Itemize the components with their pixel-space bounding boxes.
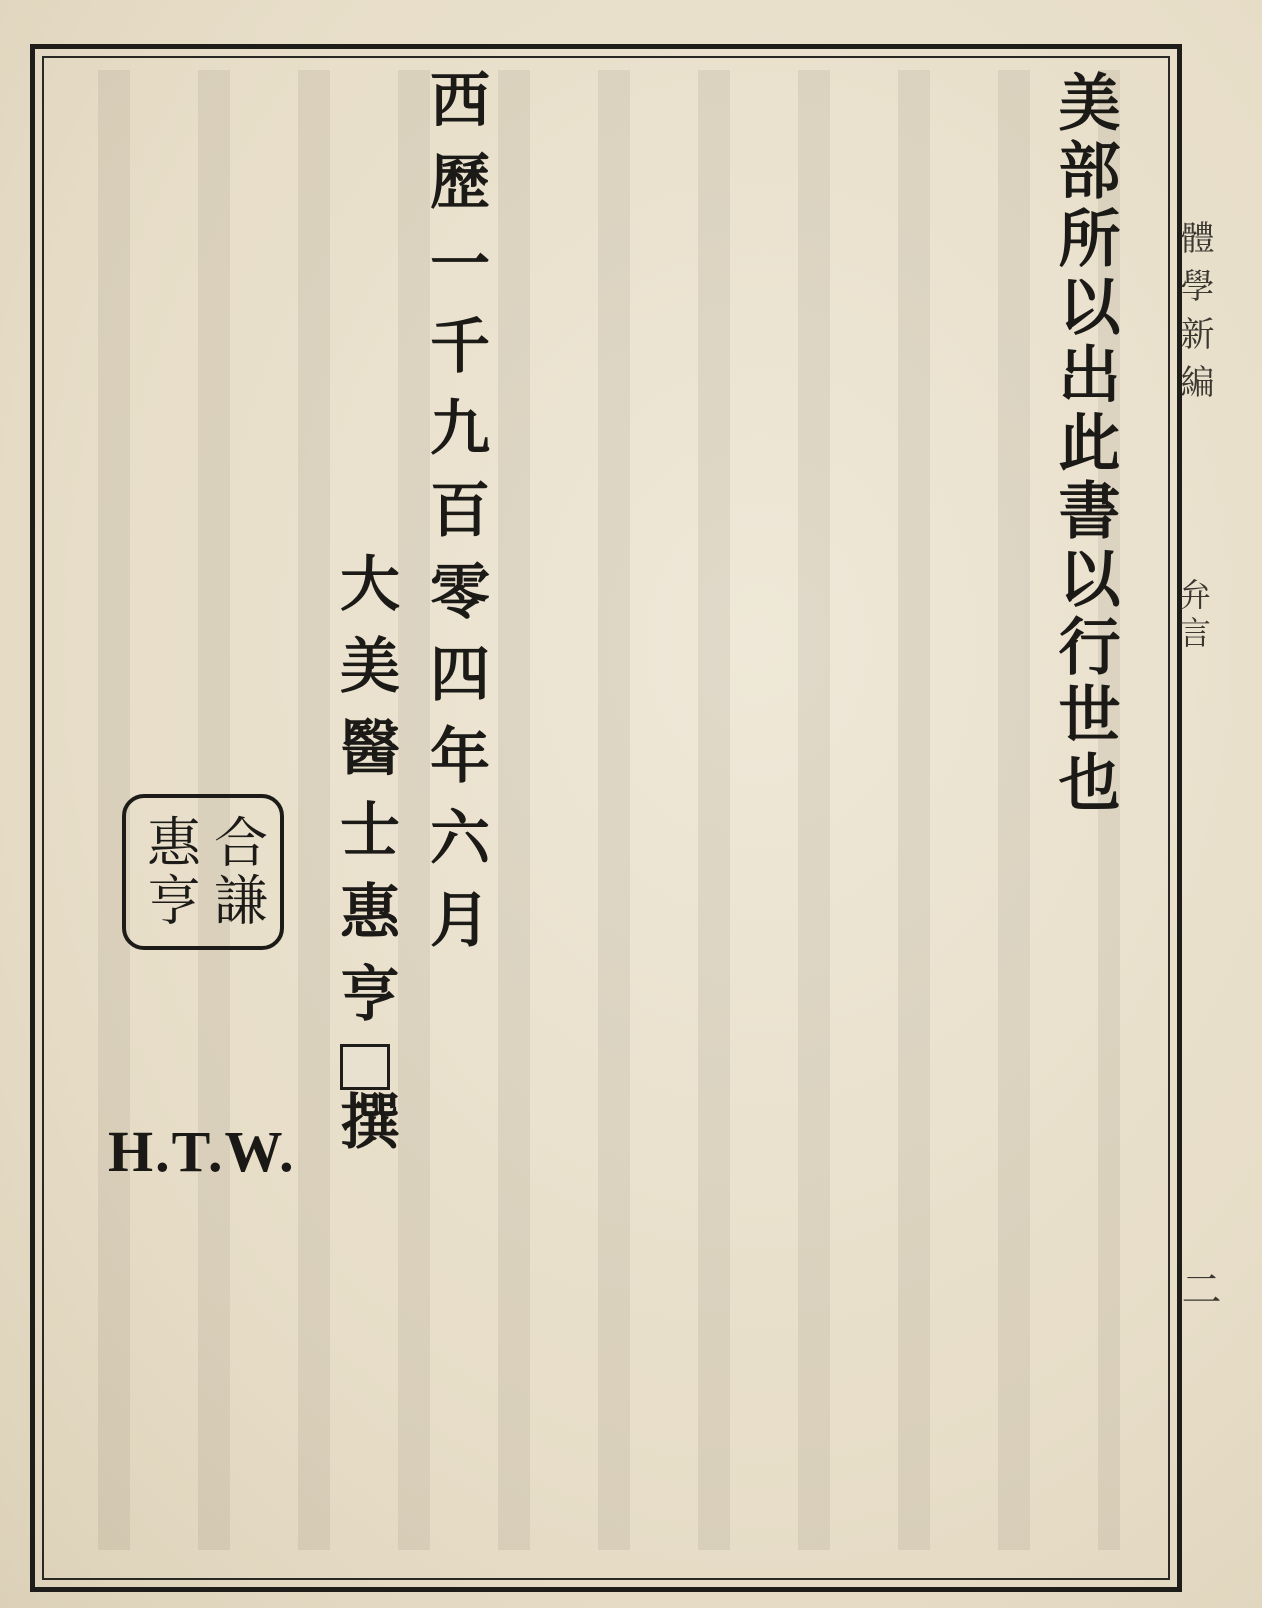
author-name: 大美醫士惠亨 [330,552,400,1044]
closing-sentence: 美部所以出此書以行世也 [1048,70,1121,818]
running-title: 體學新編 [1174,220,1214,412]
seal-right-column: 合謙 [205,814,269,930]
author-suffix: 撰 [330,1090,400,1172]
author-line [322,552,408,1172]
page-number: 二 [1175,1268,1221,1308]
section-label: 弁言 [1174,578,1212,654]
author-seal [122,794,284,950]
redacted-character [340,1044,390,1090]
author-initials: H.T.W. [108,1119,296,1184]
seal-left-column: 惠亨 [138,814,202,930]
date-line: 西歷一千九百零四年六月 [420,68,490,970]
